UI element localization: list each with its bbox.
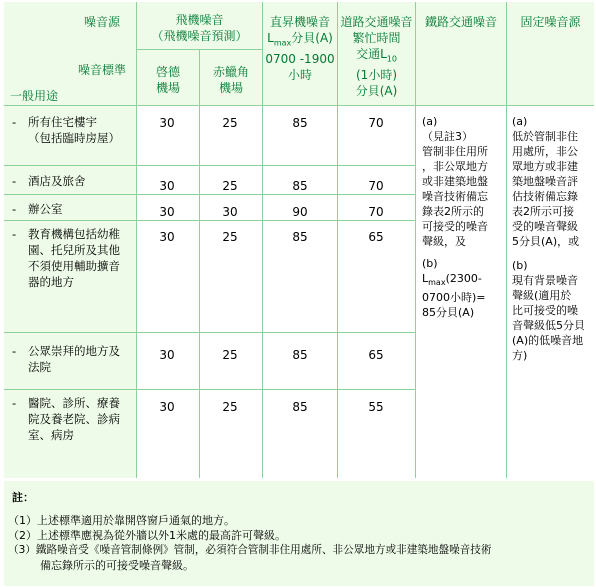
row-dash: -	[12, 115, 17, 129]
helicopter-value: 85	[292, 179, 308, 193]
helicopter-hours: 0700 -1900 小時	[265, 52, 335, 83]
rail-b-marker: (b)	[422, 257, 438, 270]
road-l10	[338, 46, 415, 67]
row-label-office: 辦公室	[28, 202, 63, 216]
helicopter-title: 直昇機噪音	[269, 15, 330, 29]
road-title: 道路交通噪音 繁忙時間	[340, 15, 413, 45]
road-value: 70	[368, 116, 384, 130]
road-value: 70	[368, 205, 384, 219]
fixed-criteria-b: (b) 現有背景噪音 聲級(適用於 比可接受的噪 音聲級低5分貝 (A)的低噪音地 方)	[512, 259, 585, 362]
rail-noise-header: 鐵路交通噪音	[424, 15, 497, 29]
rail-criteria-b	[422, 256, 506, 320]
row-dash: -	[12, 202, 17, 216]
lmax-subscript: max	[273, 38, 292, 48]
clk-value: 25	[222, 179, 238, 193]
helicopter-unit	[263, 30, 337, 51]
grid-line	[4, 194, 415, 195]
helicopter-value: 85	[292, 230, 308, 244]
kai-tak-header: 啓德 機場	[155, 65, 180, 95]
kai-tak-value: 30	[159, 230, 175, 244]
rail-lmax-symbol: L	[422, 272, 429, 285]
noise-standard-label: 噪音標準	[78, 63, 127, 77]
clk-value: 25	[222, 348, 238, 362]
aircraft-noise-header: 飛機噪音 （飛機噪音預測）	[151, 13, 248, 43]
fixed-noise-header: 固定噪音源	[520, 15, 581, 29]
row-dash: -	[12, 174, 17, 188]
rail-b-rest: (2300- 0700小時)= 85分貝(A)	[422, 272, 486, 320]
note-3-cont: 備忘錄所示的可接受噪音聲級。	[40, 559, 194, 572]
row-label-hospital: 醫院、診所、療養 院及養老院、診病 室、病房	[28, 396, 120, 442]
row-dash: -	[12, 344, 17, 358]
noise-source-label: 噪音源	[84, 15, 121, 29]
clk-value: 25	[222, 400, 238, 414]
road-value: 55	[368, 400, 384, 414]
road-value: 70	[368, 179, 384, 193]
fixed-criteria-a: (a) 低於管制非住 用處所，非公 眾地方或非建 築地盤噪音評 估技術備忘錄 表2所示可接 受的噪音聲級 5分貝(A)，或	[512, 115, 580, 248]
grid-line	[4, 389, 415, 390]
grid-line	[4, 105, 594, 106]
note-1: （1）上述標準適用於靠開啓窗戶通氣的地方。	[8, 514, 235, 527]
grid-line	[137, 49, 262, 50]
row-label-residential: 所有住宅樓宇 （包括臨時房屋）	[28, 115, 120, 145]
helicopter-noise-header	[263, 14, 337, 83]
l10-symbol: 交通L	[356, 47, 387, 61]
grid-line	[4, 220, 415, 221]
grid-line	[4, 332, 415, 333]
kai-tak-value: 30	[159, 205, 175, 219]
clk-value: 25	[222, 116, 238, 130]
grid-line	[4, 165, 415, 166]
kai-tak-value: 30	[159, 179, 175, 193]
general-use-label: 一般用途	[10, 89, 59, 103]
helicopter-value: 85	[292, 116, 308, 130]
rail-criteria-a: (a) （見註3） 管制非住用所 ，非公眾地方 或非建築地盤 噪音技術備忘 錄表2所示的 可接受的噪音 聲級，及	[422, 115, 488, 248]
row-dash: -	[12, 227, 17, 241]
row-dash: -	[12, 396, 17, 410]
helicopter-value: 85	[292, 400, 308, 414]
note-3: （3）鐵路噪音受《噪音管制條例》管制，必須符合管制非住用處所、非公眾地方或非建築地盤噪音技術	[8, 544, 492, 556]
row-label-worship: 公眾崇拜的地方及 法院	[28, 344, 120, 374]
road-noise-header	[338, 14, 415, 99]
clk-value: 30	[222, 205, 238, 219]
clk-value: 25	[222, 230, 238, 244]
rail-b-value	[422, 271, 506, 320]
notes-section	[4, 481, 594, 586]
rail-lmax-subscript: max	[428, 278, 446, 288]
helicopter-value: 90	[292, 205, 308, 219]
noise-standards-table	[4, 2, 594, 478]
helicopter-value: 85	[292, 348, 308, 362]
notes-title: 註：	[12, 491, 34, 504]
grid-line	[506, 2, 507, 478]
l10-subscript: 10	[386, 54, 397, 64]
grid-line	[415, 2, 416, 478]
road-unit: (1小時) 分貝(A)	[355, 68, 398, 99]
row-label-hotel: 酒店及旅舍	[28, 174, 86, 188]
db-a-unit: 分貝(A)	[291, 31, 333, 45]
kai-tak-value: 30	[159, 116, 175, 130]
note-2: （2）上述標準應視為從外牆以外1米處的最高許可聲級。	[8, 529, 286, 542]
kai-tak-value: 30	[159, 400, 175, 414]
road-value: 65	[368, 348, 384, 362]
road-value: 65	[368, 230, 384, 244]
kai-tak-value: 30	[159, 348, 175, 362]
chek-lap-kok-header: 赤鱲角 機場	[212, 65, 249, 95]
row-label-education: 教育機構包括幼稚 園、托兒所及其他 不須使用輔助擴音 器的地方	[28, 227, 120, 289]
lmax-symbol: L	[267, 31, 274, 45]
